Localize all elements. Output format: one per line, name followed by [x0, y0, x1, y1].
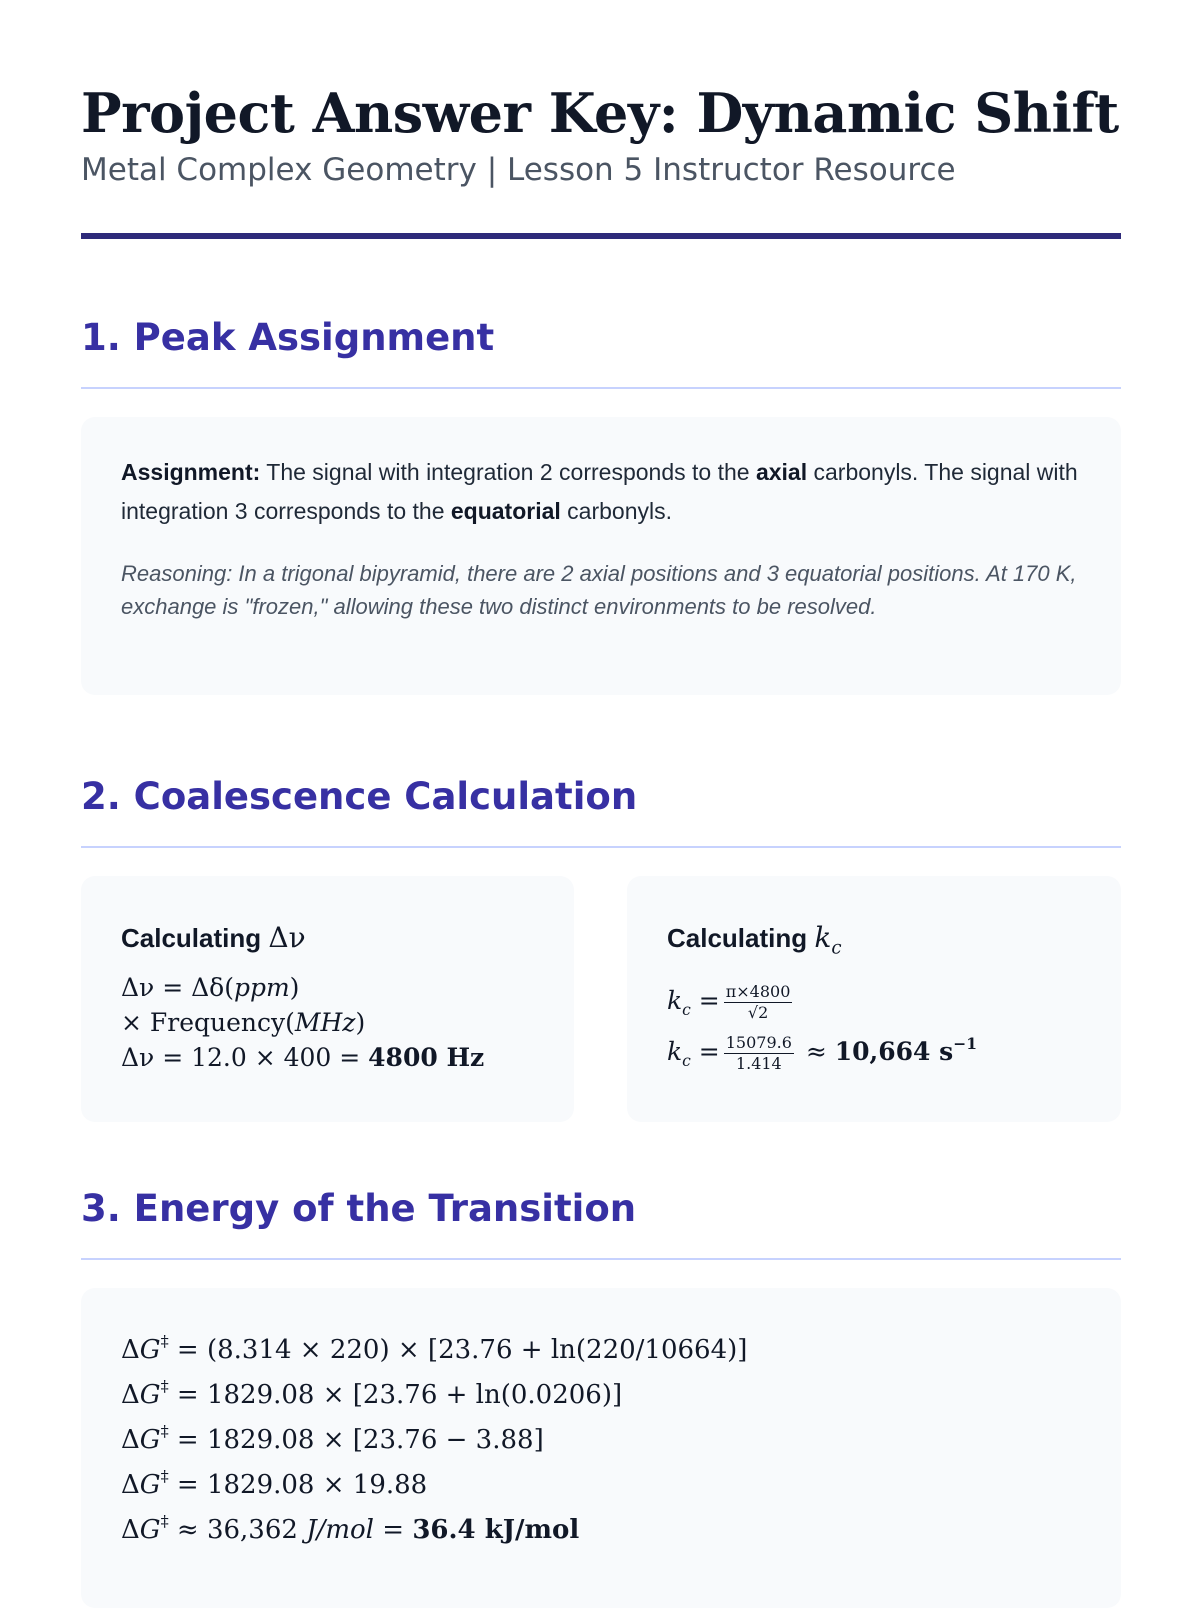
delta-nu-symbol: Δν	[268, 921, 306, 954]
kc-symbol: $k_c$	[814, 921, 842, 959]
reasoning-paragraph: Reasoning: In a trigonal bipyramid, there are 2 axial positions and 3 equatorial positions. At 170 K, exchange is "frozen," allowing these two distinct environments to be resolved.	[121, 561, 1077, 619]
kc-fraction-1: $\frac{\pi\times 4800}{√2}$	[725, 981, 791, 1022]
equation-line: ΔG‡ = (8.314 × 220) × [23.76 + ln(220/10664)]	[121, 1331, 748, 1365]
equation-line: $k_c$ = $\frac{15079.6}{1.414}$ ≈ 10,664 $s^{-1}$	[667, 1032, 978, 1073]
kc-equations	[667, 979, 1081, 1081]
delta-nu-result: 4800 Hz	[368, 1043, 485, 1072]
section-heading-peak-assignment: 1. Peak Assignment	[81, 316, 495, 359]
equation-line: Δν = Δδ(ppm)	[121, 973, 300, 1002]
equation-line: ΔG‡ ≈ 36,362 J/mol = 36.4 kJ/mol	[121, 1511, 580, 1545]
section-heading-energy: 3. Energy of the Transition	[81, 1187, 637, 1230]
assignment-text: carbonyls.	[560, 498, 673, 524]
equatorial-term: equatorial	[450, 498, 561, 524]
equation-line: Δν = 12.0 × 400 = 4800 Hz	[121, 1043, 485, 1072]
kc-fraction-2: $\frac{15079.6}{1.414}$	[725, 1032, 792, 1073]
page-subtitle: Metal Complex Geometry | Lesson 5 Instructor Resource	[81, 152, 956, 188]
equation-line: × Frequency(MHz)	[121, 1008, 366, 1037]
delta-nu-card	[81, 876, 574, 1122]
assignment-text: The signal with integration 2 corresponds to the	[260, 459, 756, 485]
equation-line: ΔG‡ = 1829.08 × [23.76 − 3.88]	[121, 1421, 544, 1455]
assignment-text: carbonyls. The signal with integration 3 corresponds to the	[121, 459, 1078, 524]
assignment-paragraph	[121, 453, 1081, 531]
energy-result: 36.4 kJ/mol	[412, 1515, 580, 1545]
kc-heading: Calculating $k_c$	[667, 921, 842, 959]
section-heading-coalescence: 2. Coalescence Calculation	[81, 775, 638, 818]
energy-equations	[121, 1328, 1081, 1553]
section-divider	[81, 846, 1121, 848]
delta-nu-heading: Calculating Δν	[121, 921, 306, 954]
peak-assignment-card	[81, 417, 1121, 695]
section-divider	[81, 1258, 1121, 1260]
energy-card	[81, 1288, 1121, 1608]
section-divider	[81, 387, 1121, 389]
equation-line: $k_c$ = $\frac{\pi\times 4800}{√2}$	[667, 981, 791, 1022]
page-title: Project Answer Key: Dynamic Shift	[81, 81, 1119, 145]
equation-line: ΔG‡ = 1829.08 × 19.88	[121, 1466, 428, 1500]
kc-card	[627, 876, 1121, 1122]
kc-result: 10,664 $s^{-1}$	[834, 1033, 978, 1066]
page	[81, 80, 1121, 1545]
axial-term: axial	[755, 459, 808, 485]
header-divider	[81, 233, 1121, 239]
delta-nu-equations	[121, 970, 534, 1075]
equation-line: ΔG‡ = 1829.08 × [23.76 + ln(0.0206)]	[121, 1376, 623, 1410]
assignment-label: Assignment:	[121, 459, 261, 485]
